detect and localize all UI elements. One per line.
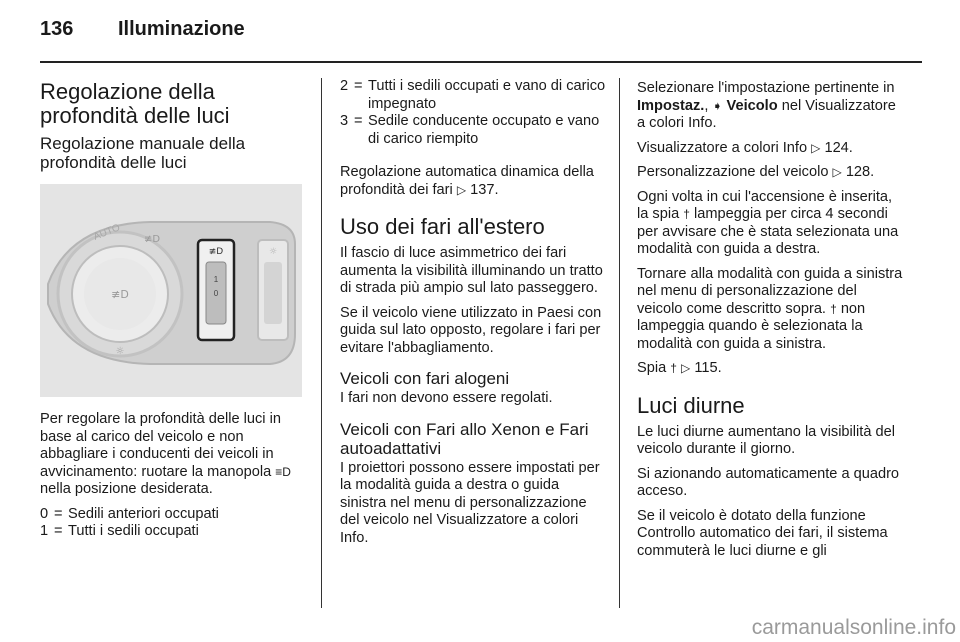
subsection-heading: Regolazione manuale della profondità delle luci <box>40 134 246 172</box>
list-item: 3 = Sedile conducente occupato e vano di carico riempito <box>340 113 600 147</box>
section-heading: Luci diurne <box>637 392 745 418</box>
section-heading: Uso dei fari all'estero <box>340 214 545 239</box>
svg-text:≢D: ≢D <box>111 288 129 301</box>
subsection-heading: Veicoli con Fari allo Xenon e Fari autoadattativi <box>340 419 589 458</box>
svg-text:☼: ☼ <box>268 247 278 257</box>
paragraph: Selezionare l'impostazione pertinente in Impostaz., ➧ Veicolo nel Visualizzatore a colori Info. <box>637 80 896 131</box>
auto-label: AUTO <box>92 222 122 243</box>
paragraph: Tornare alla modalità con guida a sinistra nel menu di personalizzazione del veicolo come descritto sopra. † non lampeggia quando è selezionata la modalità con guida a sinistra. <box>637 265 903 352</box>
paragraph: Se il veicolo viene utilizzato in Paesi con guida sul lato opposto, regolare i fari per evitare l'abbagliamento. <box>340 304 602 356</box>
page-title: Illuminazione <box>118 18 245 40</box>
column-left <box>40 80 302 541</box>
list-item: 0 = Sedili anteriori occupati <box>40 505 219 522</box>
paragraph: Visualizzatore a colori Info ▷ 124. <box>637 139 853 156</box>
paragraph: Se il veicolo è dotato della funzione Controllo automatico dei fari, il sistema commuterà le luci diurne e gli <box>637 507 888 559</box>
paragraph: Ogni volta in cui l'accensione è inserita, la spia † lampeggia per circa 4 secondi per avvisare che è stata selezionata una modalità con guida a destra. <box>637 188 899 257</box>
svg-text:1: 1 <box>213 275 219 284</box>
list-item: 1 = Tutti i sedili occupati <box>40 523 199 539</box>
paragraph: Per regolare la profondità delle luci in base al carico del veicolo e non abbagliare i conducenti dei veicoli in avvicinamento: ruotare la manopola ≡D nella posizione desiderata. <box>40 411 291 497</box>
svg-text:☼: ☼ <box>115 346 125 357</box>
headlight-switch-figure <box>40 184 302 397</box>
lamp-icon: † <box>830 301 837 316</box>
paragraph: Il fascio di luce asimmetrico dei fari aumenta la visibilità illuminando un tratto di strada più ampio sul lato passeggero. <box>340 245 603 296</box>
svg-text:≢D: ≢D <box>208 247 224 257</box>
column-divider <box>619 78 620 608</box>
page-number: 136 <box>40 18 74 40</box>
section-heading: Regolazione della profondità delle luci <box>40 79 230 128</box>
paragraph: Personalizzazione del veicolo ▷ 128. <box>637 164 875 180</box>
svg-text:0: 0 <box>213 289 219 298</box>
paragraph: I proiettori possono essere impostati per la modalità guida a destra o guida sinistra nel menu di personalizzazione del veicolo nel Visualizzatore a colori Info. <box>340 459 600 546</box>
lamp-icon: † <box>683 207 690 221</box>
watermark: carmanualsonline.info <box>751 616 956 639</box>
paragraph: Regolazione automatica dinamica della profondità dei fari ▷ 137. <box>340 164 594 198</box>
column-divider <box>321 78 322 608</box>
lamp-icon: † <box>670 361 677 375</box>
page-header <box>40 14 922 50</box>
paragraph: Le luci diurne aumentano la visibilità del veicolo durante il giorno. <box>637 423 895 457</box>
column-middle <box>340 78 608 554</box>
svg-text:≢D: ≢D <box>144 234 161 245</box>
paragraph: I fari non devono essere regolati. <box>340 390 553 406</box>
list-item: 2 = Tutti i sedili occupati e vano di carico impegnato <box>340 78 606 112</box>
header-rule <box>40 61 922 63</box>
headlight-switch-illustration <box>40 184 302 397</box>
subsection-heading: Veicoli con fari alogeni <box>340 369 510 388</box>
column-right <box>637 80 905 567</box>
paragraph: Spia † ▷ 115. <box>637 360 722 376</box>
paragraph: Si azionando automaticamente a quadro acceso. <box>637 465 900 499</box>
